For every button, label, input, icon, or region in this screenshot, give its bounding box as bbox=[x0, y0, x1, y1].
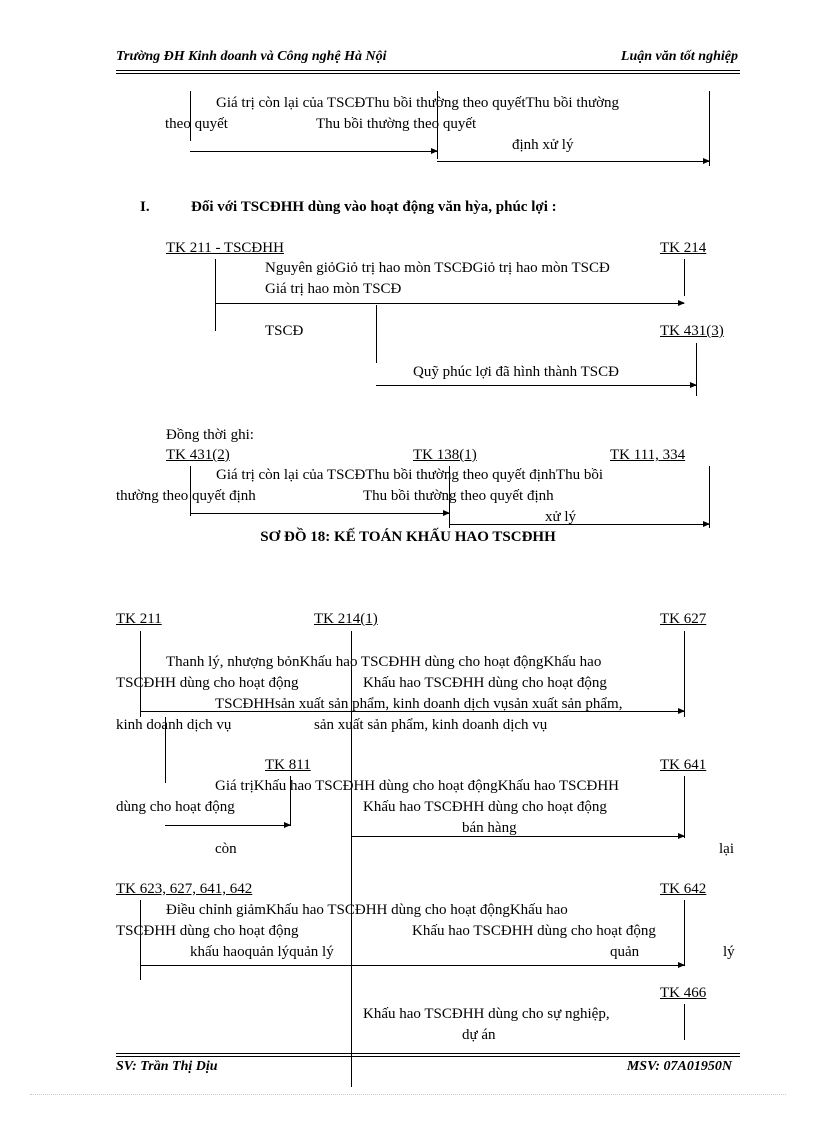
d2-dongthoi: Đồng thời ghi: bbox=[166, 427, 254, 443]
d1-quy: Quỹ phúc lợi đã hình thành TSCĐ bbox=[413, 364, 619, 380]
d3-lai: lại bbox=[719, 841, 734, 857]
footer-rule bbox=[116, 1053, 740, 1054]
top-arrow-1 bbox=[190, 151, 437, 152]
d3-row-10b: quản bbox=[610, 944, 640, 960]
account-tk811: TK 811 bbox=[265, 757, 311, 773]
account-tk111-334: TK 111, 334 bbox=[610, 447, 686, 463]
d2-text-3: xử lý bbox=[545, 509, 577, 525]
account-tk211: TK 211 bbox=[116, 611, 162, 627]
account-tk627: TK 627 bbox=[660, 611, 707, 627]
d3-row-9a: TSCĐHH dùng cho hoạt động bbox=[116, 923, 299, 939]
d2-text-2b: Thu bồi thường theo quyết định bbox=[363, 488, 554, 504]
account-tk214: TK 214 bbox=[660, 240, 707, 256]
d1-arrow-1 bbox=[215, 303, 684, 304]
d2-text-2a: thường theo quyết định bbox=[116, 488, 256, 504]
d3-row-6b: Khấu hao TSCĐHH dùng cho hoạt động bbox=[363, 799, 607, 815]
d2-arrow-2 bbox=[449, 524, 709, 525]
d1-text-1: Nguyên giỏGiỏ trị hao mòn TSCĐGiỏ trị hao mòn TSCĐ bbox=[265, 260, 610, 276]
d3-row-10c: lý bbox=[723, 944, 735, 960]
d3-arrow-1 bbox=[140, 711, 684, 712]
d3-row-4a: kinh doanh dịch vụ bbox=[116, 717, 232, 733]
account-tk642: TK 642 bbox=[660, 881, 707, 897]
d3-row-11: Khấu hao TSCĐHH dùng cho sự nghiệp, bbox=[363, 1006, 610, 1022]
d3-vline-tk623 bbox=[140, 900, 141, 980]
account-tk214-1: TK 214(1) bbox=[314, 611, 378, 627]
d2-arrow-1 bbox=[190, 513, 449, 514]
top-line-2b: Thu bồi thường theo quyết bbox=[316, 116, 477, 132]
d2-text-1: Giá trị còn lại của TSCĐThu bồi thường theo quyết địnhThu bồi bbox=[216, 467, 603, 483]
d3-arrow-811 bbox=[165, 825, 290, 826]
d3-vline-tk211 bbox=[140, 631, 141, 717]
d1-tscd: TSCĐ bbox=[265, 323, 304, 339]
d3-row-2b: Khấu hao TSCĐHH dùng cho hoạt động bbox=[363, 675, 607, 691]
d3-arrow-642 bbox=[140, 965, 684, 966]
diagram-title: SƠ ĐỒ 18: KẾ TOÁN KHẤU HAO TSCĐHH bbox=[260, 529, 556, 545]
top-arrow-2 bbox=[437, 161, 709, 162]
account-tk138-1: TK 138(1) bbox=[413, 447, 477, 463]
d1-vline-mid bbox=[376, 305, 377, 363]
account-tk211-tscdhh: TK 211 - TSCĐHH bbox=[166, 240, 284, 256]
d1-text-2: Giá trị hao mòn TSCĐ bbox=[265, 281, 402, 297]
top-line-3: định xử lý bbox=[512, 137, 574, 153]
section-number: I. bbox=[140, 199, 150, 215]
footer-rule-2 bbox=[116, 1056, 740, 1057]
top-line-1: Giá trị còn lại của TSCĐThu bồi thường theo quyếtThu bồi thường bbox=[216, 95, 620, 111]
top-line-2a: theo quyết bbox=[165, 116, 228, 132]
footer-student: SV: Trần Thị Dịu bbox=[116, 1059, 218, 1074]
d3-row-6a: dùng cho hoạt động bbox=[116, 799, 235, 815]
account-tk431-3: TK 431(3) bbox=[660, 323, 724, 339]
d1-vline-tk211 bbox=[215, 259, 216, 331]
header-rule bbox=[116, 70, 740, 71]
account-tk466: TK 466 bbox=[660, 985, 707, 1001]
d3-row-1: Thanh lý, nhượng bỏnKhấu hao TSCĐHH dùng cho hoạt độngKhấu hao bbox=[166, 654, 602, 670]
header-rule-2 bbox=[116, 73, 740, 74]
d3-con: còn bbox=[215, 841, 237, 857]
d3-row-4b: sản xuất sản phẩm, kinh doanh dịch vụ bbox=[314, 717, 548, 733]
account-tk431-2: TK 431(2) bbox=[166, 447, 230, 463]
d1-vline-tk431 bbox=[696, 343, 697, 396]
d3-row-2a: TSCĐHH dùng cho hoạt động bbox=[116, 675, 299, 691]
d3-arrow-641 bbox=[351, 836, 684, 837]
d3-row-8: Điều chỉnh giảmKhấu hao TSCĐHH dùng cho hoạt độngKhấu hao bbox=[166, 902, 568, 918]
header-thesis: Luận văn tốt nghiệp bbox=[620, 49, 738, 64]
page-bottom-dotted-rule bbox=[30, 1094, 786, 1095]
d3-row-5: Giá trịKhấu hao TSCĐHH dùng cho hoạt độngKhấu hao TSCĐHH bbox=[215, 778, 619, 794]
d3-row-12: dự án bbox=[462, 1027, 496, 1043]
account-tk641: TK 641 bbox=[660, 757, 707, 773]
d1-vline-tk214 bbox=[684, 259, 685, 296]
footer-student-id: MSV: 07A01950N bbox=[626, 1059, 732, 1074]
d3-row-9b: Khấu hao TSCĐHH dùng cho hoạt động bbox=[412, 923, 656, 939]
d3-row-10a: khấu haoquản lýquản lý bbox=[190, 944, 334, 960]
account-tk623-627-641-642: TK 623, 627, 641, 642 bbox=[116, 881, 253, 897]
header-school: Trường ĐH Kinh doanh và Công nghệ Hà Nội bbox=[116, 49, 387, 64]
d3-row-7: bán hàng bbox=[462, 820, 517, 836]
d1-arrow-2 bbox=[376, 385, 696, 386]
section-title: Đối với TSCĐHH dùng vào hoạt động văn hỳa, phúc lợi : bbox=[191, 199, 557, 215]
d3-row-3: TSCĐHHsản xuất sản phẩm, kinh doanh dịch vụsản xuất sản phẩm, bbox=[215, 696, 623, 712]
